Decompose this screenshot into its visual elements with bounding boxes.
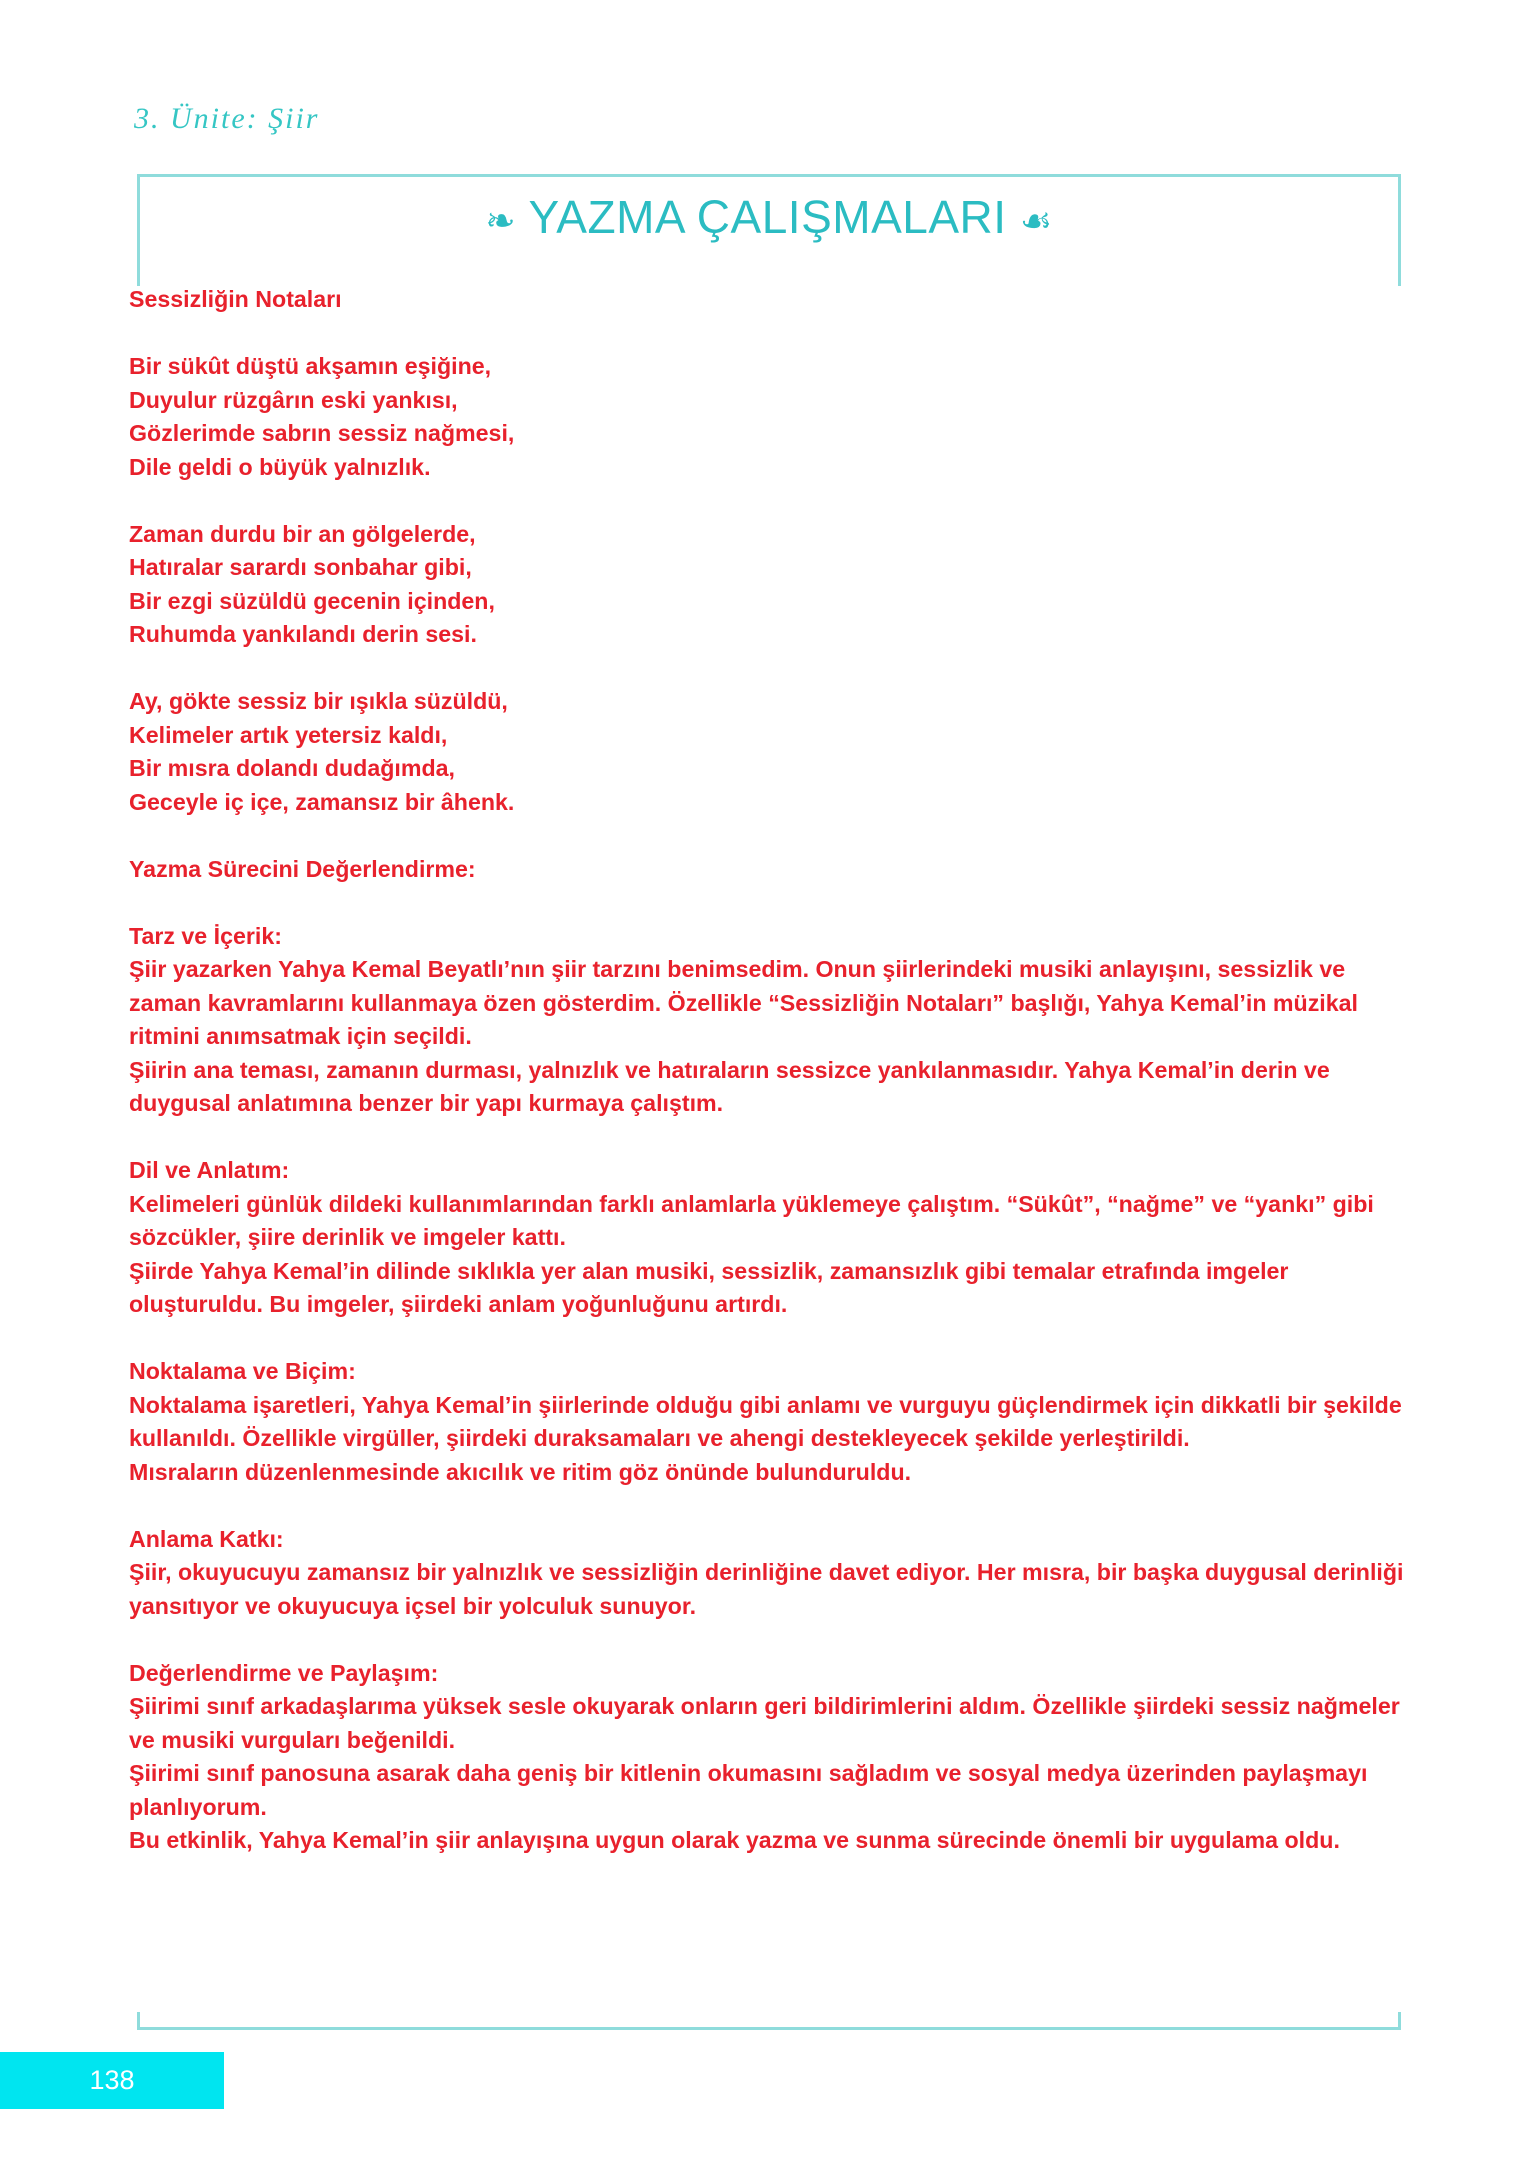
poem-line: Kelimeler artık yetersiz kaldı, (129, 721, 448, 748)
section-heading: Tarz ve İçerik: (129, 922, 282, 949)
paragraph: Şiirin ana teması, zamanın durması, yalnızlık ve hatıraların sessizce yankılanmasıdır. Yahya Kemal’in derin ve duygusal anlatımına benzer bir yapı kurmaya çalıştım. (129, 1056, 1330, 1116)
paragraph: Kelimeleri günlük dildeki kullanımlarından farklı anlamlarla yüklemeye çalıştım. “Sükût”, “nağme” ve “yankı” gibi sözcükler, şiire derinlik ve imgeler kattı. (129, 1190, 1374, 1250)
poem-title: Sessizliğin Notaları (129, 286, 342, 312)
paragraph: Şiirde Yahya Kemal’in dilinde sıklıkla yer alan musiki, sessizlik, zamansızlık gibi temalar etrafında imgeler oluşturuldu. Bu imgeler, şiirdeki anlam yoğunluğunu artırdı. (129, 1257, 1289, 1317)
section-title-text: YAZMA ÇALIŞMALARI (528, 191, 1007, 243)
poem-line: Zaman durdu bir an gölgelerde, (129, 520, 476, 547)
paragraph: Noktalama işaretleri, Yahya Kemal’in şiirlerinde olduğu gibi anlamı ve vurguyu güçlendirmek için dikkatli bir şekilde kullanıldı. Özellikle virgüller, şiirdeki duraksamaları ve ahengi destekleyecek şekilde yerleştirildi. (129, 1391, 1402, 1451)
poem-line: Hatıralar sarardı sonbahar gibi, (129, 554, 472, 580)
poem-line: Bir sükût düştü akşamın eşiğine, (129, 353, 492, 379)
section-heading: Dil ve Anlatım: (129, 1157, 290, 1183)
poem-line: Bir mısra dolandı dudağımda, (129, 755, 455, 781)
poem-stanza (129, 518, 1419, 652)
poem-line: Gözlerimde sabrın sessiz nağmesi, (129, 420, 515, 446)
poem-stanza (129, 685, 1419, 819)
ornament-left-icon: ❧ (485, 199, 517, 241)
unit-title: 3. Ünite: Şiir (134, 102, 320, 135)
poem-line: Ay, gökte sessiz bir ışıkla süzüldü, (129, 688, 508, 714)
poem-line: Geceyle iç içe, zamansız bir âhenk. (129, 788, 515, 815)
poem-line: Ruhumda yankılandı derin sesi. (129, 621, 477, 647)
poem-line: Duyulur rüzgârın eski yankısı, (129, 386, 458, 413)
poem-stanza (129, 350, 1419, 484)
evaluation-heading: Yazma Sürecini Değerlendirme: (129, 855, 476, 882)
paragraph: Mısraların düzenlenmesinde akıcılık ve ritim göz önünde bulunduruldu. (129, 1458, 912, 1485)
paragraph: Şiir, okuyucuyu zamansız bir yalnızlık ve sessizliğin derinliğine davet ediyor. Her mısra, bir başka duygusal derinliği yansıtıyor ve okuyucuya içsel bir yolculuk sunuyor. (129, 1559, 1404, 1619)
paragraph: Şiir yazarken Yahya Kemal Beyatlı’nın şiir tarzını benimsedim. Onun şiirlerindeki musiki anlayışını, sessizlik ve zaman kavramlarını kullanmaya özen gösterdim. Özellikle “Sessizliğin Notaları” başlığı, Yahya Kemal’in müzikal ritmini anımsatmak için seçildi. (129, 956, 1358, 1049)
section-heading: Anlama Katkı: (129, 1525, 284, 1552)
page-number: 138 (0, 2052, 224, 2109)
section-frame-bottom (137, 2012, 1401, 2030)
poem-line: Dile geldi o büyük yalnızlık. (129, 453, 431, 480)
paragraph: Şiirimi sınıf panosuna asarak daha geniş bir kitlenin okumasını sağladım ve sosyal medya üzerinden paylaşmayı planlıyorum. (129, 1760, 1368, 1820)
ornament-right-icon: ☙ (1019, 199, 1053, 241)
section-heading: Değerlendirme ve Paylaşım: (129, 1659, 439, 1686)
section-heading: Noktalama ve Biçim: (129, 1358, 356, 1384)
poem-line: Bir ezgi süzüldü gecenin içinden, (129, 587, 495, 614)
content (129, 283, 1419, 1858)
paragraph: Bu etkinlik, Yahya Kemal’in şiir anlayışına uygun olarak yazma ve sunma sürecinde önemli bir uygulama oldu. (129, 1827, 1340, 1853)
section-title (137, 190, 1401, 244)
paragraph: Şiirimi sınıf arkadaşlarıma yüksek sesle okuyarak onların geri bildirimlerini aldım. Özellikle şiirdeki sessiz nağmeler ve musiki vurguları beğenildi. (129, 1693, 1400, 1753)
